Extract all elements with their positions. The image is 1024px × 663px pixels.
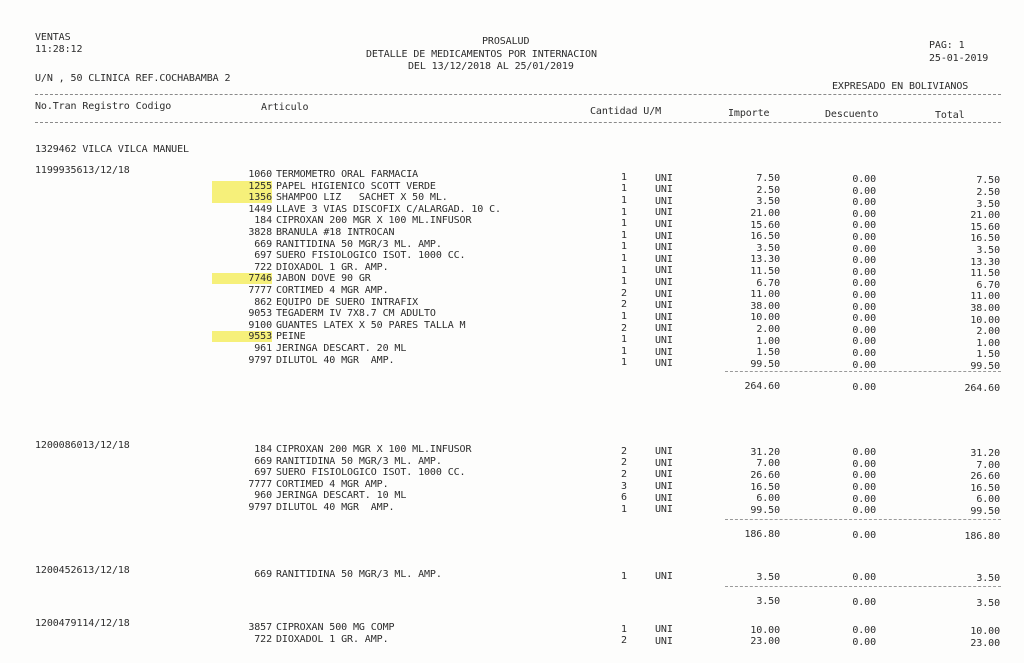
item-qty: 1: [621, 570, 627, 582]
item-qty: 6: [621, 492, 627, 504]
item-descuento: 0.00: [852, 289, 876, 301]
item-descuento: 0.00: [852, 572, 876, 584]
transaction-number: 1200452613/12/18: [35, 565, 130, 576]
item-code: 9100: [248, 319, 272, 331]
item-descuento: 0.00: [852, 313, 876, 325]
item-descuento: 0.00: [852, 220, 876, 232]
item-importe: 26.60: [750, 469, 780, 481]
item-code: 9053: [248, 308, 272, 320]
item-code: 722: [254, 261, 272, 273]
item-name: CIPROXAN 200 MGR X 100 ML.INFUSOR: [276, 444, 472, 455]
item-importe: 99.50: [750, 504, 780, 516]
item-importe: 13.30: [750, 254, 780, 266]
col-descuento: Descuento: [825, 109, 879, 120]
subtotal-total: 264.60: [964, 383, 1000, 395]
item-code: 669: [254, 238, 272, 250]
item-qty: 1: [621, 218, 627, 230]
item-code: 3828: [248, 227, 272, 238]
item-importe: 16.50: [750, 481, 780, 493]
item-total: 7.50: [976, 175, 1000, 187]
subtotal-rule: [725, 371, 1001, 372]
item-importe: 6.70: [756, 277, 780, 289]
item-descuento: 0.00: [852, 636, 876, 648]
item-importe: 11.00: [750, 289, 780, 301]
item-total: 16.50: [970, 233, 1000, 245]
subtotal-total: 186.80: [964, 530, 1000, 542]
item-code: 697: [254, 250, 272, 262]
subtotal-importe: 186.80: [744, 528, 780, 540]
item-importe: 3.50: [756, 242, 780, 254]
item-name: RANITIDINA 50 MGR/3 ML. AMP.: [276, 238, 442, 250]
item-code: 184: [254, 215, 272, 227]
transaction-number: 1200479114/12/18: [35, 618, 130, 629]
item-descuento: 0.00: [852, 493, 876, 505]
item-importe: 16.50: [750, 231, 780, 243]
transaction-number: 1200086013/12/18: [35, 440, 130, 451]
item-descuento: 0.00: [852, 266, 876, 278]
item-qty: 1: [621, 206, 627, 218]
item-code: 961: [254, 343, 272, 354]
item-name: SUERO FISIOLOGICO ISOT. 1000 CC.: [276, 467, 466, 479]
col-articulo: Articulo: [261, 102, 309, 113]
patient-line: [35, 144, 189, 155]
item-um: UNI: [655, 346, 673, 358]
item-code: 7777: [248, 285, 272, 296]
item-um: UNI: [655, 230, 673, 242]
item-code: 669: [254, 455, 272, 467]
item-qty: 2: [621, 299, 627, 311]
col-ntran: No.Tran Registro Codigo: [35, 101, 172, 112]
item-importe: 38.00: [750, 300, 780, 312]
item-total: 1.50: [976, 349, 1000, 361]
item-importe: 6.00: [756, 493, 780, 505]
item-qty: 3: [621, 480, 627, 492]
subtotal-total: 3.50: [976, 597, 1000, 609]
item-importe: 11.50: [750, 266, 780, 277]
item-total: 10.00: [970, 626, 1000, 638]
item-um: UNI: [655, 242, 673, 254]
item-um: UNI: [655, 253, 673, 265]
item-name: PEINE: [276, 331, 306, 343]
item-name: PAPEL HIGIENICO SCOTT VERDE: [276, 180, 436, 192]
item-um: UNI: [655, 323, 673, 335]
item-qty: 1: [621, 183, 627, 195]
item-um: UNI: [655, 334, 673, 346]
item-total: 1.00: [976, 337, 1000, 349]
transaction-number: 1199935613/12/18: [35, 165, 130, 176]
item-qty: 2: [621, 457, 627, 469]
company-name: PROSALUD: [482, 36, 530, 47]
item-descuento: 0.00: [852, 625, 876, 637]
item-total: 3.50: [976, 244, 1000, 256]
item-descuento: 0.00: [852, 208, 876, 220]
item-total: 7.00: [976, 459, 1000, 471]
item-qty: 1: [621, 171, 627, 183]
item-code: 1255: [212, 181, 272, 192]
patient-id: 1329462: [35, 144, 77, 155]
item-um: UNI: [655, 492, 673, 504]
item-descuento: 0.00: [852, 301, 876, 313]
item-qty: 1: [621, 345, 627, 357]
item-name: SUERO FISIOLOGICO ISOT. 1000 CC.: [276, 250, 466, 262]
item-descuento: 0.00: [852, 173, 876, 185]
item-name: CIPROXAN 200 MGR X 100 ML.INFUSOR: [276, 215, 472, 227]
item-importe: 23.00: [750, 636, 780, 648]
item-um: UNI: [655, 481, 673, 493]
item-importe: 15.60: [750, 219, 780, 231]
item-importe: 31.20: [750, 446, 780, 458]
item-name: EQUIPO DE SUERO INTRAFIX: [276, 296, 419, 308]
item-importe: 2.00: [756, 324, 780, 335]
item-um: UNI: [655, 195, 673, 207]
item-code: 3857: [248, 622, 272, 633]
item-qty: 1: [621, 195, 627, 206]
item-total: 16.50: [970, 482, 1000, 494]
report-title: DETALLE DE MEDICAMENTOS POR INTERNACION: [366, 49, 597, 60]
item-um: UNI: [655, 184, 673, 196]
item-um: UNI: [655, 300, 673, 312]
item-total: 2.00: [976, 326, 1000, 338]
item-um: UNI: [655, 446, 673, 458]
item-um: UNI: [655, 265, 673, 277]
item-total: 23.00: [970, 637, 1000, 649]
col-cantidad: Cantidad U/M: [590, 106, 662, 117]
item-um: UNI: [655, 218, 673, 230]
item-total: 3.50: [976, 198, 1000, 210]
business-unit: U/N , 50 CLINICA REF.COCHABAMBA 2: [35, 73, 231, 84]
item-code: 697: [254, 467, 272, 479]
subtotal-rule: [725, 519, 1001, 520]
item-total: 31.20: [970, 448, 1000, 460]
item-qty: 2: [621, 322, 627, 334]
report-time: 11:28:12: [35, 44, 83, 55]
currency-note: EXPRESADO EN BOLIVIANOS: [832, 81, 969, 92]
item-name: DIOXADOL 1 GR. AMP.: [276, 261, 389, 273]
item-qty: 1: [621, 334, 627, 346]
item-um: UNI: [655, 469, 673, 481]
item-total: 99.50: [970, 506, 1000, 518]
item-name: JABON DOVE 90 GR: [276, 273, 371, 285]
item-descuento: 0.00: [852, 197, 876, 209]
page-number: PAG: 1: [929, 40, 965, 51]
item-qty: 1: [621, 503, 627, 515]
item-importe: 10.00: [750, 312, 780, 324]
item-code: 9553: [212, 331, 272, 342]
item-name: DILUTOL 40 MGR AMP.: [276, 502, 395, 513]
item-code: 184: [254, 444, 272, 455]
item-importe: 7.50: [756, 173, 780, 185]
item-name: JERINGA DESCART. 20 ML: [276, 343, 407, 354]
item-importe: 2.50: [756, 184, 780, 196]
item-total: 6.70: [976, 279, 1000, 291]
item-name: DILUTOL 40 MGR AMP.: [276, 354, 395, 366]
item-total: 13.30: [970, 256, 1000, 268]
item-name: CIPROXAN 500 MG COMP: [276, 622, 395, 633]
item-name: GUANTES LATEX X 50 PARES TALLA M: [276, 319, 466, 331]
item-um: UNI: [655, 311, 673, 323]
item-um: UNI: [655, 504, 673, 516]
item-code: 669: [254, 569, 272, 580]
col-total: Total: [935, 110, 965, 121]
subtotal-descuento: 0.00: [852, 596, 876, 608]
header-rule-top: [35, 94, 1001, 95]
item-descuento: 0.00: [852, 255, 876, 267]
item-name: TERMOMETRO ORAL FARMACIA: [276, 169, 419, 180]
item-name: CORTIMED 4 MGR AMP.: [276, 478, 389, 490]
item-descuento: 0.00: [852, 447, 876, 459]
item-qty: 1: [621, 229, 627, 241]
item-um: UNI: [655, 624, 673, 636]
item-total: 26.60: [970, 471, 1000, 483]
item-importe: 7.00: [756, 458, 780, 470]
item-importe: 1.50: [756, 347, 780, 359]
item-um: UNI: [655, 276, 673, 288]
report-period: DEL 13/12/2018 AL 25/01/2019: [408, 61, 574, 72]
item-code: 9797: [248, 354, 272, 366]
subtotal-descuento: 0.00: [852, 382, 876, 394]
item-descuento: 0.00: [852, 470, 876, 482]
report-date: 25-01-2019: [929, 53, 989, 64]
item-descuento: 0.00: [852, 336, 876, 348]
item-um: UNI: [655, 358, 673, 370]
item-total: 3.50: [976, 573, 1000, 585]
item-qty: 2: [621, 445, 627, 457]
item-code: 960: [254, 490, 272, 502]
item-total: 2.50: [976, 186, 1000, 198]
col-importe: Importe: [728, 108, 770, 119]
item-um: UNI: [655, 288, 673, 300]
item-descuento: 0.00: [852, 505, 876, 517]
item-um: UNI: [655, 172, 673, 184]
item-qty: 2: [621, 287, 627, 299]
subtotal-importe: 3.50: [756, 595, 780, 607]
item-total: 99.50: [970, 360, 1000, 372]
item-importe: 10.00: [750, 624, 780, 636]
item-descuento: 0.00: [852, 324, 876, 336]
item-total: 11.00: [970, 291, 1000, 303]
item-code: 7746: [212, 273, 272, 284]
item-code: 7777: [248, 478, 272, 490]
item-descuento: 0.00: [852, 481, 876, 493]
item-descuento: 0.00: [852, 359, 876, 371]
item-name: BRANULA #18 INTROCAN: [276, 227, 395, 238]
item-name: LLAVE 3 VIAS DISCOFIX C/ALARGAD. 10 C.: [276, 203, 501, 215]
item-total: 10.00: [970, 314, 1000, 326]
item-importe: 99.50: [750, 358, 780, 370]
item-descuento: 0.00: [852, 458, 876, 470]
item-name: TEGADERM IV 7X8.7 CM ADULTO: [276, 308, 436, 320]
item-total: 15.60: [970, 221, 1000, 233]
item-descuento: 0.00: [852, 185, 876, 197]
item-code: 722: [254, 633, 272, 645]
item-qty: 2: [621, 635, 627, 647]
subtotal-rule: [725, 586, 1001, 587]
patient-name: VILCA VILCA MANUEL: [82, 144, 189, 155]
item-name: SHAMPOO LIZ SACHET X 50 ML.: [276, 192, 448, 204]
item-importe: 21.00: [750, 208, 780, 219]
item-qty: 2: [621, 469, 627, 480]
item-um: UNI: [655, 571, 673, 583]
subtotal-descuento: 0.00: [852, 529, 876, 541]
item-code: 1356: [212, 192, 272, 203]
item-um: UNI: [655, 207, 673, 219]
item-qty: 1: [621, 241, 627, 253]
item-total: 6.00: [976, 494, 1000, 506]
item-name: DIOXADOL 1 GR. AMP.: [276, 633, 389, 645]
item-um: UNI: [655, 635, 673, 647]
item-descuento: 0.00: [852, 243, 876, 255]
item-code: 9797: [248, 502, 272, 513]
item-qty: 1: [621, 253, 627, 264]
item-code: 1060: [248, 169, 272, 180]
item-total: 11.50: [970, 268, 1000, 280]
item-descuento: 0.00: [852, 278, 876, 290]
item-total: 21.00: [970, 210, 1000, 222]
subtotal-importe: 264.60: [744, 381, 780, 393]
item-descuento: 0.00: [852, 231, 876, 243]
item-um: UNI: [655, 457, 673, 469]
item-importe: 3.50: [756, 571, 780, 583]
item-descuento: 0.00: [852, 347, 876, 359]
item-name: RANITIDINA 50 MGR/3 ML. AMP.: [276, 455, 442, 467]
item-qty: 1: [621, 357, 627, 369]
item-name: CORTIMED 4 MGR AMP.: [276, 285, 389, 296]
header-rule-bottom: [35, 122, 1001, 123]
item-qty: 1: [621, 276, 627, 288]
item-qty: 1: [621, 623, 627, 635]
item-importe: 3.50: [756, 196, 780, 208]
item-code: 1449: [248, 203, 272, 215]
item-name: JERINGA DESCART. 10 ML: [276, 490, 407, 502]
item-importe: 1.00: [756, 335, 780, 347]
report-module: VENTAS: [35, 32, 71, 43]
item-qty: 1: [621, 311, 627, 322]
item-qty: 1: [621, 264, 627, 276]
item-name: RANITIDINA 50 MGR/3 ML. AMP.: [276, 569, 442, 580]
item-total: 38.00: [970, 302, 1000, 314]
item-code: 862: [254, 296, 272, 308]
